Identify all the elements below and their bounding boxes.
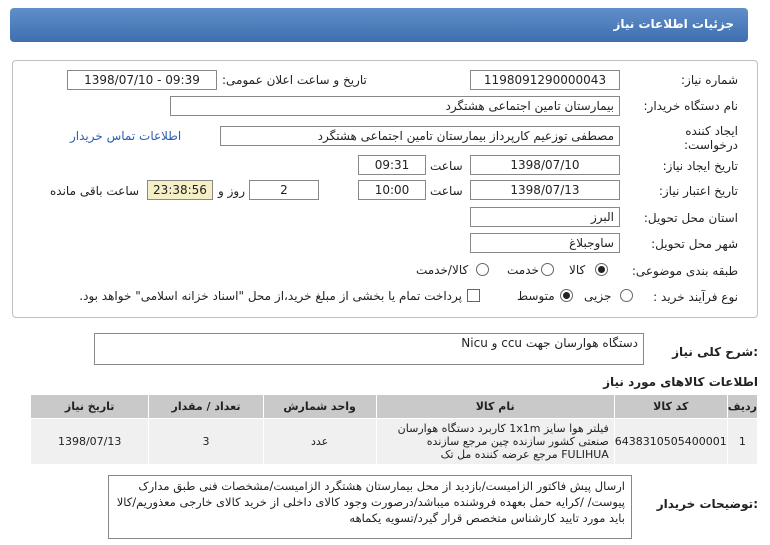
process-medium-radio[interactable] — [560, 289, 573, 302]
cell-name: فیلتر هوا سایز 1x1m کاربرد دستگاه هوارسان صنعتی کشور سازنده چین مرجع سازنده FULIHUA مرجع عرضه کننده مل تک — [376, 419, 614, 465]
need-number-label: شماره نیاز: — [681, 73, 738, 87]
items-section-title: اطلاعات کالاهای مورد نیاز — [603, 375, 758, 389]
create-date-label: تاریخ ایجاد نیاز: — [662, 159, 738, 173]
page-title: جزئیات اطلاعات نیاز — [613, 17, 734, 31]
validity-date-field: 1398/07/13 — [470, 180, 620, 200]
treasury-payment-label: پرداخت تمام یا بخشی از مبلغ خرید،از محل "اسناد خزانه اسلامی" خواهد بود. — [79, 289, 462, 303]
category-goods-service-radio[interactable] — [476, 263, 489, 276]
col-need-date: تاریخ نیاز — [31, 395, 149, 419]
need-summary-field: دستگاه هوارسان جهت ccu و Nicu — [94, 333, 644, 365]
buyer-contact-link[interactable]: اطلاعات تماس خریدار — [70, 129, 182, 143]
process-small-radio[interactable] — [620, 289, 633, 302]
col-quantity: تعداد / مقدار — [149, 395, 263, 419]
buyer-label: نام دستگاه خریدار: — [643, 99, 738, 113]
city-label: شهر محل تحویل: — [651, 237, 738, 251]
category-goods-label: کالا — [569, 263, 586, 277]
col-index: ردیف — [727, 395, 757, 419]
col-code: کد کالا — [614, 395, 727, 419]
cell-code: 6438310505400001 — [614, 419, 727, 465]
creator-label: ایجاد کننده درخواست: — [684, 124, 738, 152]
province-label: استان محل تحویل: — [643, 211, 738, 225]
create-time-label: ساعت — [430, 159, 463, 173]
cell-index: 1 — [727, 419, 757, 465]
remaining-time-field: 23:38:56 — [147, 180, 213, 200]
buyer-notes-label: توضیحات خریدار: — [656, 497, 758, 511]
need-summary-label: شرح کلی نیاز: — [672, 345, 758, 359]
cell-quantity: 3 — [149, 419, 263, 465]
days-label: روز و — [218, 184, 245, 198]
items-table — [30, 394, 758, 465]
category-service-radio[interactable] — [541, 263, 554, 276]
validity-time-field: 10:00 — [358, 180, 426, 200]
province-field: البرز — [470, 207, 620, 227]
create-time-field: 09:31 — [358, 155, 426, 175]
category-goods-service-label: کالا/خدمت — [416, 263, 469, 277]
cell-unit: عدد — [263, 419, 376, 465]
category-label: طبقه بندی موضوعی: — [631, 264, 738, 278]
category-service-label: خدمت — [507, 263, 539, 277]
col-name: نام کالا — [376, 395, 614, 419]
page-header — [10, 8, 748, 42]
validity-date-label: تاریخ اعتبار نیاز: — [658, 184, 738, 198]
col-unit: واحد شمارش — [263, 395, 376, 419]
process-medium-label: متوسط — [517, 289, 555, 303]
remaining-time-label: ساعت باقی مانده — [50, 184, 140, 198]
create-date-field: 1398/07/10 — [470, 155, 620, 175]
creator-field: مصطفی توزعیم کارپرداز بیمارستان تامین اجتماعی هشتگرد — [220, 126, 620, 146]
buyer-notes-field: ارسال پیش فاکتور الزامیست/بازدید از محل بیمارستان هشتگرد الزامیست/مشخصات فنی طبق مدارک پیوست/ /کرایه حمل بعهده فروشنده میباشد/درصورت وجود کالای داخلی از خرید کالای خارجی معذوریم/کالا باید مورد تایید کارشناس متخصص قرار گیرد/تسویه یکماهه — [108, 475, 632, 539]
announce-datetime-field: 1398/07/10 - 09:39 — [67, 70, 217, 90]
buyer-field: بیمارستان تامین اجتماعی هشتگرد — [170, 96, 620, 116]
category-goods-radio[interactable] — [595, 263, 608, 276]
days-remaining-field: 2 — [249, 180, 319, 200]
table-row — [31, 419, 758, 465]
cell-need-date: 1398/07/13 — [31, 419, 149, 465]
items-table-header — [31, 395, 758, 419]
city-field: ساوجبلاغ — [470, 233, 620, 253]
process-type-label: نوع فرآیند خرید : — [653, 290, 738, 304]
validity-time-label: ساعت — [430, 184, 463, 198]
announce-datetime-label: تاریخ و ساعت اعلان عمومی: — [222, 73, 367, 87]
process-small-label: جزیی — [584, 289, 612, 303]
need-number-field: 1198091290000043 — [470, 70, 620, 90]
treasury-payment-checkbox[interactable] — [467, 289, 480, 302]
